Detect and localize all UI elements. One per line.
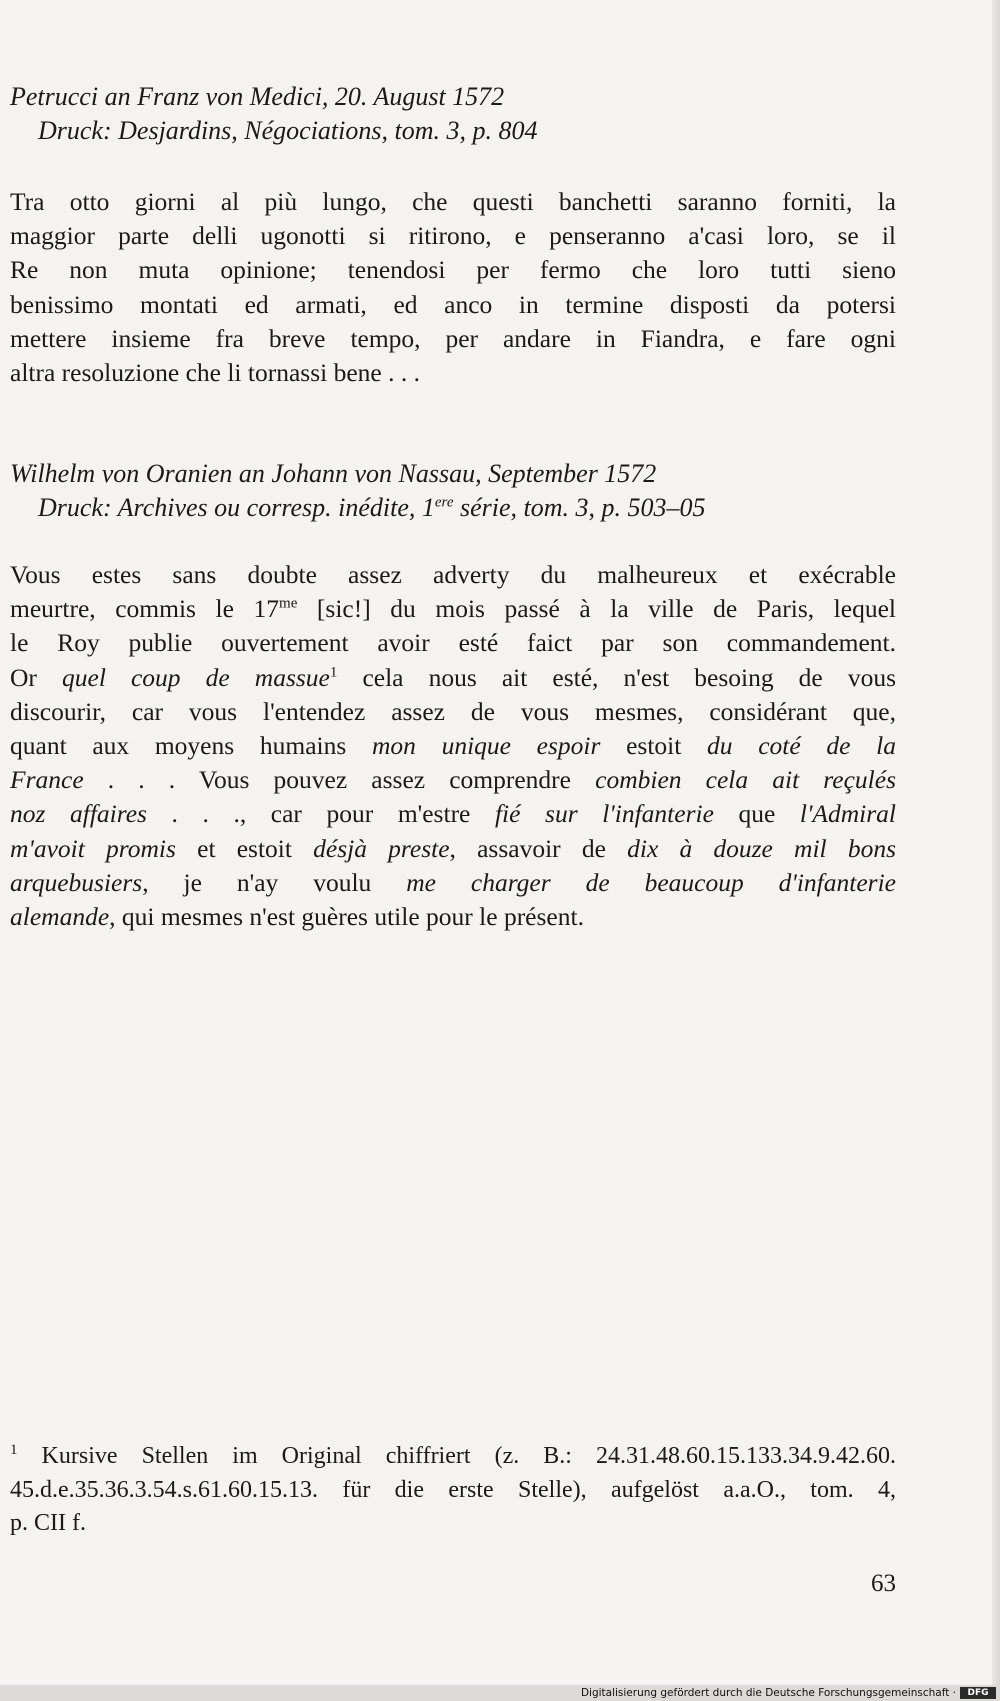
text-line: Or quel coup de massue$^1$ cela nous ait esté, n'est besoing de vous: [10, 662, 896, 692]
text-line: maggior parte delli ugonotti si ritirono, e penseranno a'casi loro, se il: [10, 221, 896, 251]
dfg-logo: DFG: [960, 1687, 996, 1699]
text-line: altra resoluzione che li tornassi bene . . .: [10, 358, 420, 388]
text-line: meurtre, commis le $17^{me}$ [sic!] du mois passé à la ville de Paris, lequel: [10, 594, 896, 624]
text-line: Vous estes sans doubte assez adverty du malheureux et exécrable: [10, 560, 896, 589]
text-line: benissimo montati ed armati, ed anco in termine disposti da potersi: [10, 289, 896, 319]
page-edge-shadow: [992, 0, 1000, 1685]
footnote-line: 45.d.e.35.36.3.54.s.61.60.15.13. für die erste Stelle), aufgelöst a.a.O., tom. 4,: [10, 1476, 896, 1503]
footnote-line: $^1$ Kursive Stellen im Original chiffriert (z. B.: 24.31.48.60.15.133.34.9.42.60.: [10, 1442, 896, 1469]
text-line: alemande, qui mesmes n'est guères utile pour le présent.: [10, 902, 584, 932]
letter-title-1: Petrucci an Franz von Medici, 20. August 1572: [10, 82, 505, 111]
text-line: mettere insieme fra breve tempo, per andare in Fiandra, e fare ogni: [10, 323, 896, 353]
text-line: Re non muta opinione; tenendosi per fermo che loro tutti sieno: [10, 255, 896, 285]
footnote: [10, 1440, 896, 1541]
letter-source-2: [10, 491, 706, 525]
text-line: noz affaires . . ., car pour m'estre fié sur l'infanterie que l'Admiral: [10, 799, 896, 829]
paragraph-italian: [10, 185, 896, 390]
text-line: discourir, car vous l'entendez assez de vous mesmes, considérant que,: [10, 696, 896, 726]
letter-heading-1: [10, 80, 538, 148]
source-text: Druck: Archives ou corresp. inédite, 1: [38, 493, 435, 522]
letter-source-1: Druck: Desjardins, Négociations, tom. 3, p. 804: [38, 116, 538, 145]
source-text: série, tom. 3, p. 503–05: [453, 493, 706, 522]
text-line: Tra otto giorni al più lungo, che questi banchetti saranno forniti, la: [10, 187, 896, 216]
text-line: quant aux moyens humains mon unique espoir estoit du coté de la: [10, 731, 896, 761]
text-line: France . . . Vous pouvez assez comprendre combien cela ait reçulés: [10, 765, 896, 795]
paragraph-french: [10, 558, 896, 934]
text-line: le Roy publie ouvertement avoir esté faict par son commandement.: [10, 628, 896, 658]
footnote-ref: 1: [329, 664, 338, 681]
text-line: m'avoit promis et estoit désjà preste, assavoir de dix à douze mil bons: [10, 833, 896, 863]
superscript: ere: [434, 494, 454, 511]
text-line: arquebusiers, je n'ay voulu me charger de beaucoup d'infanterie: [10, 867, 896, 897]
page-number: 63: [871, 1570, 896, 1597]
footnote-line: p. CII f.: [10, 1510, 86, 1536]
footnote-marker: 1: [10, 1442, 18, 1458]
letter-heading-2: [10, 457, 706, 525]
letter-title-2: Wilhelm von Oranien an Johann von Nassau, September 1572: [10, 459, 657, 488]
digitization-credit: Digitalisierung gefördert durch die Deutsche Forschungsgemeinschaft ·: [580, 1687, 956, 1699]
